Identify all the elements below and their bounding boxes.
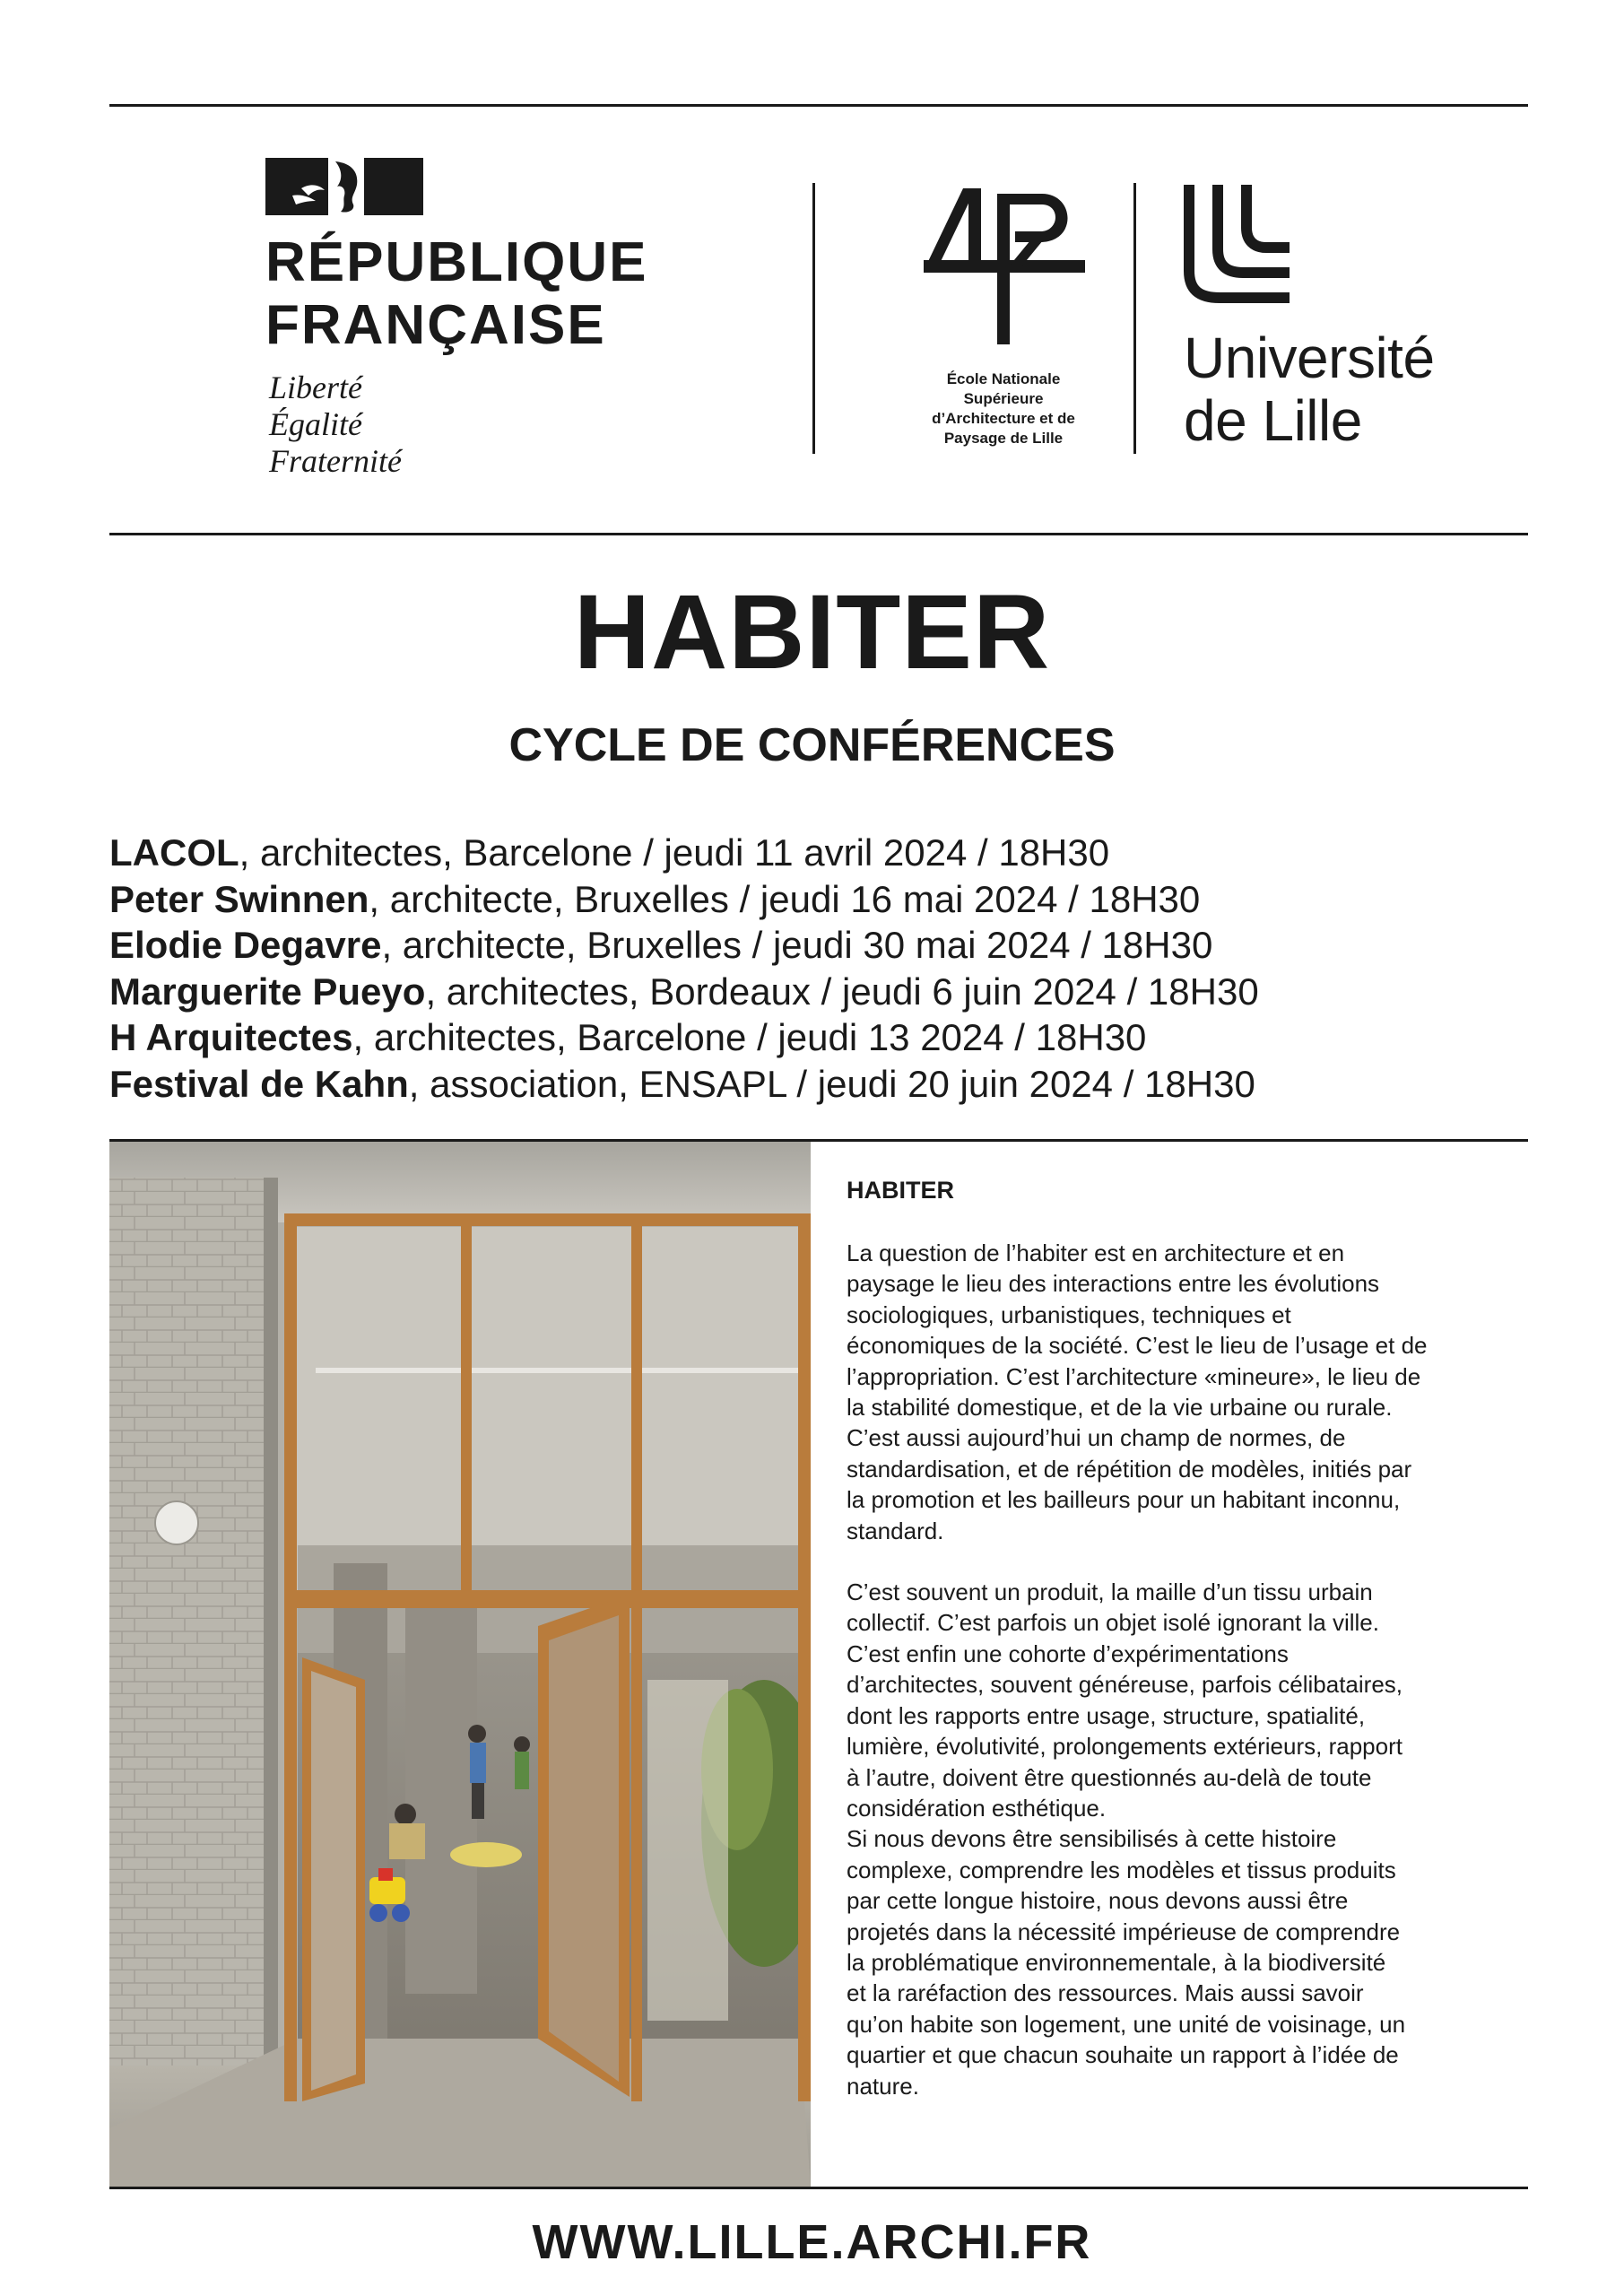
republique-motto: Liberté Égalité Fraternité bbox=[269, 370, 402, 479]
page-subtitle: CYCLE DE CONFÉRENCES bbox=[508, 719, 1116, 771]
lecturer-name: H Arquitectes bbox=[109, 1016, 353, 1058]
lecture-details: , architectes, Barcelone / jeudi 13 2024 / 18H30 bbox=[352, 1016, 1147, 1058]
ulille-mark-icon bbox=[1184, 185, 1291, 303]
lecture-item bbox=[109, 1014, 1526, 1061]
lecture-list bbox=[109, 830, 1526, 1107]
lecture-details: , association, ENSAPL / jeudi 20 juin 2024 / 18H30 bbox=[408, 1062, 1255, 1105]
lecturer-name: Peter Swinnen bbox=[109, 877, 369, 920]
lecturer-name: Marguerite Pueyo bbox=[109, 970, 426, 1013]
lecturer-name: Festival de Kahn bbox=[109, 1062, 409, 1105]
lecture-item bbox=[109, 876, 1526, 923]
interior-photo bbox=[109, 1142, 811, 2187]
lecture-details: , architecte, Bruxelles / jeudi 30 mai 2024 / 18H30 bbox=[381, 924, 1213, 966]
universite-de-lille-name: Université de Lille bbox=[1184, 326, 1435, 453]
lecture-details: , architectes, Barcelone / jeudi 11 avril 2024 / 18H30 bbox=[239, 831, 1110, 874]
article bbox=[847, 1175, 1546, 2101]
header-divider bbox=[109, 533, 1528, 535]
article-heading: HABITER bbox=[847, 1177, 954, 1204]
republique-francaise-title: RÉPUBLIQUE FRANÇAISE bbox=[265, 231, 648, 356]
universite-de-lille-logo bbox=[1184, 185, 1524, 454]
article-paragraph: C’est souvent un produit, la maille d’un tissu urbain collectif. C’est parfois un objet isolé ignorant la ville. C’est enfin une cohorte d’expérimentations d’architectes, souvent généreuse, parfois célibataires, dont les rapports entre usage, structure, spatialité, lumière, évolutivité, prolongements extérieurs, rapport à l’autre, doivent être questionnés au-delà de toute considération esthétique. Si nous devons être sensibilisés à cette histoire complexe, comprendre les modèles et tissus produits par cette longue histoire, nous devons aussi être projetés dans la nécessité impérieuse de comprendre la problématique environnementale, à la biodiversité et la raréfaction des ressources. Mais aussi savoir qu’on habite son logement, une unité de voisinage, un quartier et que chacun souhaite un rapport à l’idée de nature. bbox=[847, 1578, 1406, 2100]
interior-photo-illustration bbox=[109, 1142, 811, 2187]
lecturer-name: LACOL bbox=[109, 831, 239, 874]
lecture-item bbox=[109, 922, 1526, 969]
logo-separator bbox=[1133, 183, 1136, 454]
website-url: WWW.LILLE.ARCHI.FR bbox=[532, 2215, 1092, 2269]
lecture-item bbox=[109, 1061, 1526, 1108]
logo-separator bbox=[812, 183, 815, 454]
lecture-item bbox=[109, 830, 1526, 876]
article-paragraph: La question de l’habiter est en architecture et en paysage le lieu des interactions entre les évolutions sociologiques, urbanistiques, techniques et économiques de la société. C’est le lieu de l’usage et de l’appropriation. C’est l’architecture «mineure», le lieu de la stabilité domestique, et de la vie urbaine ou rurale. C’est aussi aujourd’hui un champ de normes, de standardisation, et de répétition de modèles, initiés par la promotion et les bailleurs pour un habitant inconnu, standard. bbox=[847, 1239, 1428, 1544]
marianne-emblem-icon bbox=[265, 158, 423, 215]
footer-divider bbox=[109, 2187, 1528, 2189]
republique-francaise-logo bbox=[265, 158, 714, 490]
lecture-details: , architecte, Bruxelles / jeudi 16 mai 2024 / 18H30 bbox=[369, 877, 1201, 920]
lecturer-name: Elodie Degavre bbox=[109, 924, 382, 966]
ensapl-mark-icon bbox=[916, 185, 1087, 346]
top-divider bbox=[109, 104, 1528, 107]
ensapl-name: École Nationale Supérieure d’Architecture et de Paysage de Lille bbox=[932, 370, 1075, 447]
lecture-item bbox=[109, 969, 1526, 1015]
page-title: HABITER bbox=[573, 573, 1051, 691]
ensapl-logo bbox=[908, 185, 1087, 454]
lecture-details: , architectes, Bordeaux / jeudi 6 juin 2024 / 18H30 bbox=[425, 970, 1259, 1013]
